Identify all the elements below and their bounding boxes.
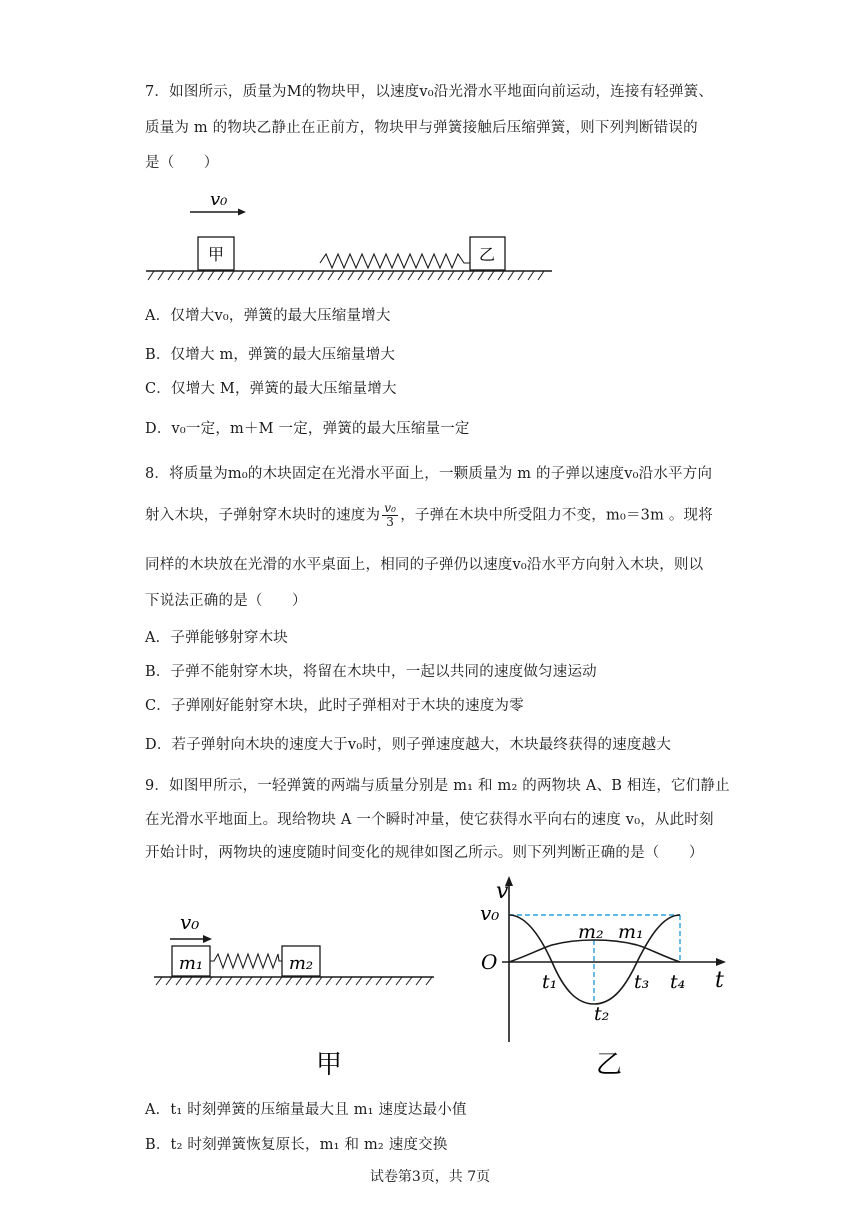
q8-stem-line2-pre: 射入木块，子弹射穿木块时的速度为 (145, 507, 381, 524)
q9-jia-velocity-label: v₀ (180, 910, 200, 934)
q7-option-b: B．仅增大 m，弹簧的最大压缩量增大 (145, 347, 396, 363)
q9-yi-x-label: t (715, 968, 724, 993)
q8-stem-line2-post: ，子弹在木块中所受阻力不变，m₀＝3m 。现将 (400, 507, 713, 524)
q9-jia-caption: 甲 (315, 1050, 343, 1080)
q9-yi-v0-label: v₀ (480, 901, 500, 925)
q9-stem-line2: 在光滑水平地面上。现给物块 A 一个瞬时冲量，使它获得水平向右的速度 v₀，从此时刻 (145, 812, 714, 828)
page-footer: 试卷第3页，共 7页 (369, 1169, 491, 1185)
q9-figure-yi (472, 870, 742, 1085)
q9-option-a: A．t₁ 时刻弹簧的压缩量最大且 m₁ 速度达最小值 (145, 1102, 467, 1118)
q8-option-d: D．若子弹射向木块的速度大于v₀时，则子弹速度越大，木块最终获得的速度越大 (145, 737, 672, 753)
q9-yi-caption: 乙 (595, 1050, 623, 1080)
q8-stem-line3: 同样的木块放在光滑的水平桌面上，相同的子弹仍以速度v₀沿水平方向射入木块，则以 (145, 557, 704, 573)
q9-block-m2-label: m₂ (288, 953, 314, 974)
q8-option-a: A．子弹能够射穿木块 (145, 630, 288, 646)
q9-yi-m2-label: m₂ (578, 921, 604, 943)
q7-option-c: C．仅增大 M，弹簧的最大压缩量增大 (145, 381, 397, 397)
q8-fraction-denominator: 3 (386, 515, 395, 529)
q9-yi-y-label: v (496, 879, 509, 904)
q8-fraction (382, 502, 398, 529)
q7-option-d: D．v₀一定，m＋M 一定，弹簧的最大压缩量一定 (145, 421, 470, 437)
q9-block-m1-label: m₁ (178, 953, 204, 974)
q9-yi-tick-t3: t₃ (634, 971, 650, 993)
q9-yi-tick-t2: t₂ (594, 1003, 610, 1025)
q9-option-b: B．t₂ 时刻弹簧恢复原长，m₁ 和 m₂ 速度交换 (145, 1137, 448, 1153)
q9-yi-tick-t4: t₄ (670, 971, 686, 993)
q7-option-a: A．仅增大v₀，弹簧的最大压缩量增大 (145, 308, 391, 324)
q7-block-yi-label: 乙 (478, 245, 496, 264)
q7-figure (140, 182, 560, 284)
q9-yi-tick-t1: t₁ (542, 971, 558, 993)
q7-stem-line3: 是（ ） (145, 155, 219, 171)
q8-stem-line2 (145, 502, 713, 529)
q9-spring (210, 954, 282, 968)
q8-stem-line1: 8．将质量为m₀的木块固定在光滑水平面上，一颗质量为 m 的子弹以速度v₀沿水平方向 (145, 466, 713, 482)
q7-block-jia-label: 甲 (207, 245, 225, 264)
q8-option-c: C．子弹刚好能射穿木块，此时子弹相对于木块的速度为零 (145, 698, 524, 714)
q7-velocity-label: v₀ (210, 189, 228, 210)
q9-figure-jia (148, 905, 443, 1085)
q8-stem-line4: 下说法正确的是（ ） (145, 593, 307, 609)
q8-option-b: B．子弹不能射穿木块，将留在木块中，一起以共同的速度做匀速运动 (145, 664, 597, 680)
q9-yi-origin: O (481, 950, 498, 974)
q7-spring (320, 254, 470, 268)
q9-jia-ground-hatching (156, 977, 432, 985)
q8-fraction-numerator: v₀ (384, 501, 397, 515)
q9-stem-line3: 开始计时，两物块的速度随时间变化的规律如图乙所示。则下列判断正确的是（ ） (145, 845, 704, 861)
q9-stem-line1: 9．如图甲所示，一轻弹簧的两端与质量分别是 m₁ 和 m₂ 的两物块 A、B 相连，它们静止 (145, 778, 730, 794)
q7-ground-hatching (148, 271, 544, 280)
q7-stem-line1: 7．如图所示，质量为M的物块甲，以速度v₀沿光滑水平地面向前运动，连接有轻弹簧、 (145, 84, 714, 100)
q7-stem-line2: 质量为 m 的物块乙静止在正前方，物块甲与弹簧接触后压缩弹簧，则下列判断错误的 (145, 120, 698, 136)
q9-yi-m1-label: m₁ (618, 921, 644, 943)
